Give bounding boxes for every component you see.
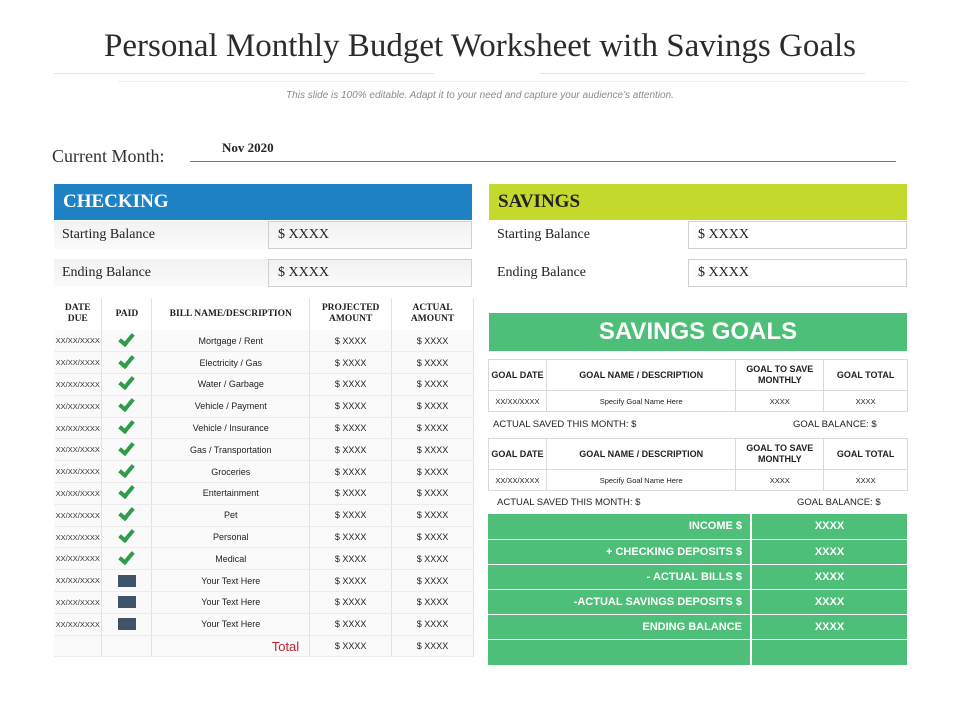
summary-row <box>488 640 907 665</box>
checkmark-icon <box>119 504 136 521</box>
bill-date[interactable]: XX/XX/XXXX <box>54 548 102 570</box>
bill-projected[interactable]: $ XXXX <box>310 592 392 614</box>
summary-label: ENDING BALANCE <box>488 615 751 640</box>
bill-name[interactable]: Your Text Here <box>152 592 310 614</box>
bill-paid[interactable] <box>102 526 152 548</box>
bill-date[interactable]: XX/XX/XXXX <box>54 613 102 635</box>
bill-row <box>54 592 474 614</box>
unpaid-box-icon <box>118 618 136 630</box>
bill-paid[interactable] <box>102 483 152 505</box>
savings-starting-balance-label: Starting Balance <box>497 227 590 242</box>
bill-projected[interactable]: $ XXXX <box>310 613 392 635</box>
checking-starting-balance-field[interactable]: $ XXXX <box>268 221 472 249</box>
total-empty-cell <box>102 635 152 657</box>
summary-row <box>488 615 907 640</box>
checkmark-icon <box>119 373 136 390</box>
bill-date[interactable]: XX/XX/XXXX <box>54 330 102 352</box>
summary-label: + CHECKING DEPOSITS $ <box>488 539 751 564</box>
bill-row <box>54 417 474 439</box>
goal-total[interactable]: XXXX <box>824 470 908 491</box>
bill-actual[interactable]: $ XXXX <box>392 352 474 374</box>
unpaid-box-icon <box>118 596 136 608</box>
summary-value[interactable]: XXXX <box>751 539 907 564</box>
bill-projected[interactable]: $ XXXX <box>310 374 392 396</box>
bill-paid[interactable] <box>102 395 152 417</box>
bill-date[interactable]: XX/XX/XXXX <box>54 352 102 374</box>
bill-paid[interactable] <box>102 330 152 352</box>
summary-label: INCOME $ <box>488 514 751 539</box>
goal-header-row <box>489 360 908 391</box>
bill-date[interactable]: XX/XX/XXXX <box>54 570 102 592</box>
summary-value[interactable]: XXXX <box>751 615 907 640</box>
bill-projected[interactable]: $ XXXX <box>310 395 392 417</box>
col-actual-amount: ACTUAL AMOUNT <box>392 298 474 330</box>
goal-row <box>489 391 908 412</box>
bill-actual[interactable]: $ XXXX <box>392 592 474 614</box>
goal-2-balance: GOAL BALANCE: $ <box>797 497 881 508</box>
summary-label <box>488 640 751 665</box>
bill-date[interactable]: XX/XX/XXXX <box>54 483 102 505</box>
bill-paid[interactable] <box>102 439 152 461</box>
summary-value[interactable]: XXXX <box>751 590 907 615</box>
goal-header-row <box>489 439 908 470</box>
checkmark-icon <box>119 461 136 478</box>
summary-row <box>488 590 907 615</box>
title-divider-right <box>540 73 865 74</box>
current-month-value[interactable]: Nov 2020 <box>222 140 274 155</box>
goal-1-actual-saved: ACTUAL SAVED THIS MONTH: $ <box>493 419 637 430</box>
col-goal-name: GOAL NAME / DESCRIPTION <box>546 360 735 391</box>
bill-actual[interactable]: $ XXXX <box>392 461 474 483</box>
bill-name[interactable]: Water / Garbage <box>152 374 310 396</box>
bill-row <box>54 395 474 417</box>
goal-name[interactable]: Specify Goal Name Here <box>546 470 735 491</box>
bill-date[interactable]: XX/XX/XXXX <box>54 461 102 483</box>
bill-date[interactable]: XX/XX/XXXX <box>54 592 102 614</box>
checkmark-icon <box>119 548 136 565</box>
bill-row <box>54 483 474 505</box>
bill-paid[interactable] <box>102 417 152 439</box>
bill-row <box>54 374 474 396</box>
bill-name[interactable]: Your Text Here <box>152 613 310 635</box>
bill-actual[interactable]: $ XXXX <box>392 374 474 396</box>
goal-table-2 <box>488 438 908 491</box>
col-goal-total: GOAL TOTAL <box>824 360 908 391</box>
bill-date[interactable]: XX/XX/XXXX <box>54 526 102 548</box>
bill-row <box>54 352 474 374</box>
bill-paid[interactable] <box>102 613 152 635</box>
bill-name[interactable]: Electricity / Gas <box>152 352 310 374</box>
bill-actual[interactable]: $ XXXX <box>392 483 474 505</box>
summary-value[interactable]: XXXX <box>751 564 907 589</box>
bill-actual[interactable]: $ XXXX <box>392 613 474 635</box>
bill-projected[interactable]: $ XXXX <box>310 439 392 461</box>
col-goal-name: GOAL NAME / DESCRIPTION <box>546 439 735 470</box>
bills-total-row <box>54 635 474 657</box>
checkmark-icon <box>119 395 136 412</box>
col-goal-date: GOAL DATE <box>489 360 547 391</box>
bill-row <box>54 439 474 461</box>
bill-row <box>54 613 474 635</box>
current-month-underline <box>190 161 896 162</box>
summary-label: -ACTUAL SAVINGS DEPOSITS $ <box>488 590 751 615</box>
savings-ending-balance-label: Ending Balance <box>497 265 587 280</box>
col-projected-amount: PROJECTED AMOUNT <box>310 298 392 330</box>
checkmark-icon <box>119 439 136 456</box>
title-divider-left <box>54 73 434 74</box>
summary-value[interactable] <box>751 640 907 665</box>
bill-projected[interactable]: $ XXXX <box>310 526 392 548</box>
checking-ending-balance-label: Ending Balance <box>54 259 268 287</box>
checkmark-icon <box>119 352 136 369</box>
bill-projected[interactable]: $ XXXX <box>310 330 392 352</box>
summary-row <box>488 539 907 564</box>
bill-paid[interactable] <box>102 504 152 526</box>
bill-row <box>54 570 474 592</box>
checking-starting-balance-label: Starting Balance <box>54 221 268 249</box>
goal-name[interactable]: Specify Goal Name Here <box>546 391 735 412</box>
goal-2-actual-saved: ACTUAL SAVED THIS MONTH: $ <box>497 497 641 508</box>
bill-name[interactable]: Pet <box>152 504 310 526</box>
bill-date[interactable]: XX/XX/XXXX <box>54 395 102 417</box>
checkmark-icon <box>119 526 136 543</box>
goal-date[interactable]: XX/XX/XXXX <box>489 470 547 491</box>
bill-actual[interactable]: $ XXXX <box>392 330 474 352</box>
goal-1-balance: GOAL BALANCE: $ <box>793 419 877 430</box>
bill-projected[interactable]: $ XXXX <box>310 483 392 505</box>
checkmark-icon <box>119 482 136 499</box>
bill-name[interactable]: Your Text Here <box>152 570 310 592</box>
savings-goals-header: SAVINGS GOALS <box>489 313 907 351</box>
col-goal-total: GOAL TOTAL <box>824 439 908 470</box>
col-bill-name: BILL NAME/DESCRIPTION <box>152 298 310 330</box>
goal-date[interactable]: XX/XX/XXXX <box>489 391 547 412</box>
goal-table-1 <box>488 359 908 412</box>
bill-name[interactable]: Personal <box>152 526 310 548</box>
bill-actual[interactable]: $ XXXX <box>392 504 474 526</box>
bill-paid[interactable] <box>102 352 152 374</box>
summary-value[interactable]: XXXX <box>751 514 907 539</box>
bill-name[interactable]: Gas / Transportation <box>152 439 310 461</box>
checking-header: CHECKING <box>54 184 472 220</box>
bill-date[interactable]: XX/XX/XXXX <box>54 504 102 526</box>
bill-paid[interactable] <box>102 570 152 592</box>
bill-row <box>54 548 474 570</box>
bill-actual[interactable]: $ XXXX <box>392 548 474 570</box>
total-actual[interactable]: $ XXXX <box>392 635 474 657</box>
bill-projected[interactable]: $ XXXX <box>310 504 392 526</box>
unpaid-box-icon <box>118 575 136 587</box>
goal-monthly[interactable]: XXXX <box>736 391 824 412</box>
total-projected[interactable]: $ XXXX <box>310 635 392 657</box>
col-goal-monthly: GOAL TO SAVE MONTHLY <box>736 439 824 470</box>
bill-name[interactable]: Vehicle / Insurance <box>152 417 310 439</box>
savings-starting-balance-field[interactable]: $ XXXX <box>688 221 907 249</box>
bill-paid[interactable] <box>102 548 152 570</box>
bill-name[interactable]: Medical <box>152 548 310 570</box>
savings-ending-balance-field[interactable]: $ XXXX <box>688 259 907 287</box>
summary-row <box>488 514 907 539</box>
bill-name[interactable]: Entertainment <box>152 483 310 505</box>
bill-row <box>54 526 474 548</box>
subtitle: This slide is 100% editable. Adapt it to your need and capture your audience's attention. <box>286 90 674 101</box>
bill-paid[interactable] <box>102 592 152 614</box>
checkmark-icon <box>119 417 136 434</box>
bill-date[interactable]: XX/XX/XXXX <box>54 417 102 439</box>
bills-table <box>54 298 474 657</box>
bill-actual[interactable]: $ XXXX <box>392 570 474 592</box>
bill-name[interactable]: Vehicle / Payment <box>152 395 310 417</box>
bill-actual[interactable]: $ XXXX <box>392 395 474 417</box>
bill-row <box>54 461 474 483</box>
bill-projected[interactable]: $ XXXX <box>310 461 392 483</box>
bill-row <box>54 504 474 526</box>
bill-actual[interactable]: $ XXXX <box>392 417 474 439</box>
goal-monthly[interactable]: XXXX <box>736 470 824 491</box>
goal-total[interactable]: XXXX <box>824 391 908 412</box>
summary-row <box>488 564 907 589</box>
bill-date[interactable]: XX/XX/XXXX <box>54 374 102 396</box>
bill-projected[interactable]: $ XXXX <box>310 548 392 570</box>
bill-paid[interactable] <box>102 461 152 483</box>
col-paid: PAID <box>102 298 152 330</box>
summary-label: - ACTUAL BILLS $ <box>488 564 751 589</box>
current-month-label: Current Month: <box>52 146 165 166</box>
bill-projected[interactable]: $ XXXX <box>310 570 392 592</box>
bill-paid[interactable] <box>102 374 152 396</box>
bill-actual[interactable]: $ XXXX <box>392 439 474 461</box>
bills-header-row <box>54 298 474 330</box>
checking-ending-balance-field[interactable]: $ XXXX <box>268 259 472 287</box>
savings-header: SAVINGS <box>489 184 907 220</box>
bill-name[interactable]: Mortgage / Rent <box>152 330 310 352</box>
total-label: Total <box>152 635 310 657</box>
bill-row <box>54 330 474 352</box>
total-empty-cell <box>54 635 102 657</box>
col-goal-monthly: GOAL TO SAVE MONTHLY <box>736 360 824 391</box>
col-goal-date: GOAL DATE <box>489 439 547 470</box>
checkmark-icon <box>119 330 136 347</box>
bill-projected[interactable]: $ XXXX <box>310 352 392 374</box>
col-date-due: DATE DUE <box>54 298 102 330</box>
summary-table <box>488 514 907 666</box>
bill-actual[interactable]: $ XXXX <box>392 526 474 548</box>
goal-row <box>489 470 908 491</box>
bill-date[interactable]: XX/XX/XXXX <box>54 439 102 461</box>
bill-projected[interactable]: $ XXXX <box>310 417 392 439</box>
bill-name[interactable]: Groceries <box>152 461 310 483</box>
title-divider-lower <box>118 81 908 82</box>
page-title: Personal Monthly Budget Worksheet with Savings Goals <box>103 28 857 64</box>
